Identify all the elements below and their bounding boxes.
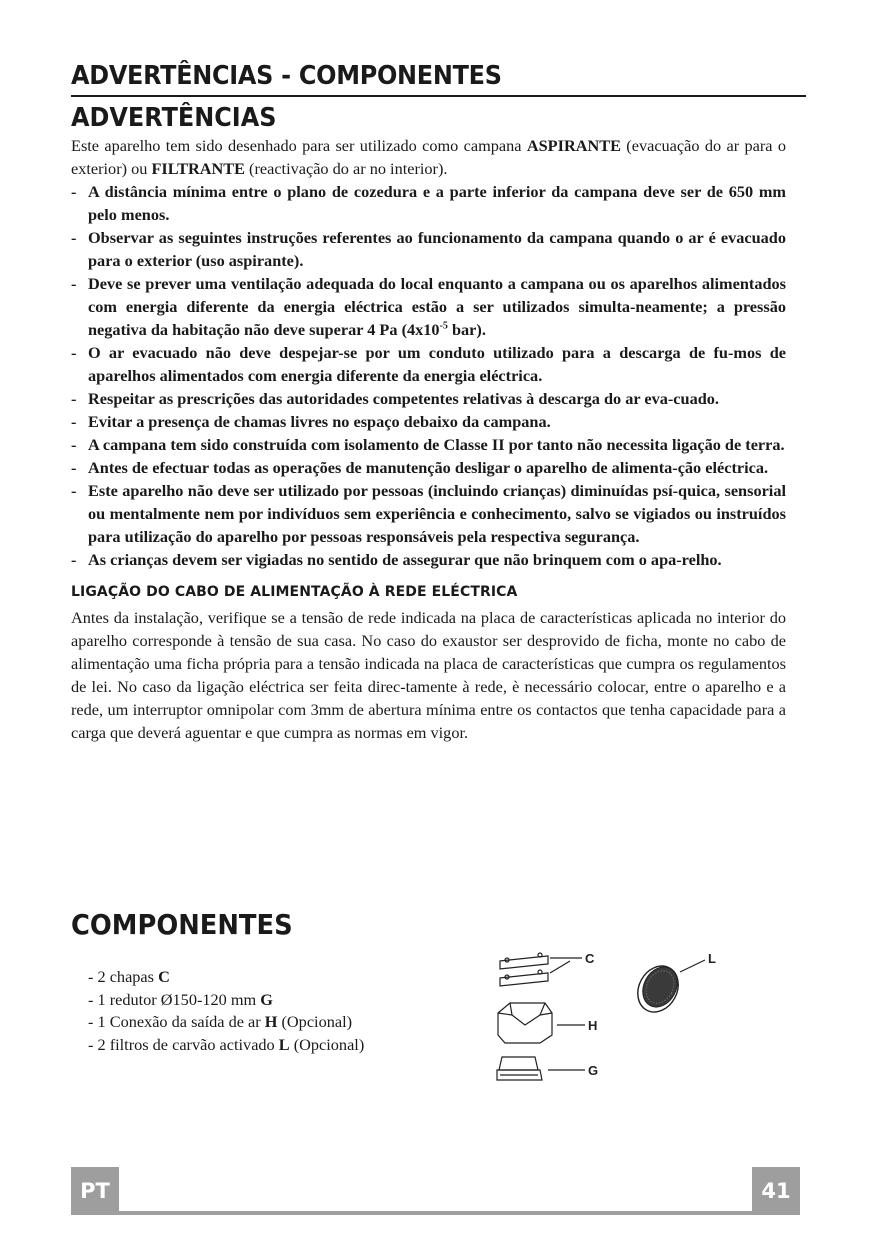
components-list <box>88 966 364 1056</box>
warning-item: - O ar evacuado não deve despejar-se por um conduto utilizado para a descarga de fu-mos de aparelhos alimentados com energia diferente da energia eléctrica. <box>71 341 786 387</box>
warning-item: - Antes de efectuar todas as operações de manutenção desligar o aparelho de alimenta-ção eléctrica. <box>71 456 786 479</box>
label-l: L <box>708 951 716 966</box>
label-g: G <box>588 1063 599 1078</box>
language-tab: PT <box>71 1167 119 1215</box>
title-rule <box>71 95 806 97</box>
warning-item: - Evitar a presença de chamas livres no espaço debaixo da campana. <box>71 410 786 433</box>
footer-bar <box>71 1211 800 1215</box>
warning-item: - Este aparelho não deve ser utilizado por pessoas (incluindo crianças) diminuídas psí-quica, sensorial ou mentalmente nem por indivíduos sem experiência e conhecimento, salvo se vigiados ou instruídos para utilização do aparelho por pessoas responsáveis pela respectiva segurança. <box>71 479 786 548</box>
warning-item: - A distância mínima entre o plano de cozedura e a parte inferior da campana deve ser de 650 mm pelo menos. <box>71 180 786 226</box>
reducer-g-illustration <box>497 1057 585 1080</box>
warning-item: - As crianças devem ser vigiadas no sentido de assegurar que não brinquem com o apa-relho. <box>71 548 786 571</box>
cable-heading: LIGAÇÃO DO CABO DE ALIMENTAÇÃO À REDE ELÉCTRICA <box>71 584 518 600</box>
warning-item: - Deve se prever uma ventilação adequada do local enquanto a campana ou os aparelhos alimentados com energia diferente da energia eléctrica estão a ser utilizados simulta-neamente; a pressão negativa da habitação não deve superar 4 Pa ($4x10^{-5}$ bar). <box>71 272 786 341</box>
warnings-heading: ADVERTÊNCIAS <box>71 103 277 133</box>
label-c: C <box>585 951 595 966</box>
component-item: - 1 redutor Ø150-120 mm G <box>88 989 273 1009</box>
components-figure <box>490 945 730 1090</box>
warning-item: - Observar as seguintes instruções referentes ao funcionamento da campana quando o ar é evacuado para o exterior (uso aspirante). <box>71 226 786 272</box>
label-h: H <box>588 1018 598 1033</box>
components-heading: COMPONENTES <box>71 908 293 941</box>
warning-item: - Respeitar as prescrições das autoridades competentes relativas à descarga do ar eva-cuado. <box>71 387 786 410</box>
warnings-section <box>71 98 786 744</box>
component-item: - 1 Conexão da saída de ar H (Opcional) <box>88 1012 353 1031</box>
connector-h-illustration <box>498 1003 585 1043</box>
component-item: - 2 filtros de carvão activado L (Opcional) <box>88 1034 365 1054</box>
page-number: 41 <box>752 1167 800 1215</box>
warning-item: - A campana tem sido construída com isolamento de Classe II por tanto não necessita ligação de terra. <box>71 433 786 456</box>
bracket-c-illustration <box>500 953 582 986</box>
intro-paragraph: Este aparelho tem sido desenhado para ser utilizado como campana ASPIRANTE (evacuação do ar para o exterior) ou FILTRANTE (reactivação do ar no interior). <box>71 136 786 178</box>
cable-paragraph: Antes da instalação, verifique se a tensão de rede indicada na placa de características aplicada no interior do aparelho corresponde à tensão de sua casa. No caso do exaustor ser desprovido de ficha, monte no cabo de alimentação uma ficha própria para a tensão indicada na placa de características que cumpra os regulamentos de lei. No caso da ligação eléctrica ser feita direc-tamente à rede, è necessário colocar, entre o aparelho e a rede, um interruptor omnipolar com 3mm de abertura mínima entre os contactos que tenha capacidade para a carga que deverá aguentar e que cumpra as normas em vigor. <box>71 608 786 742</box>
page-title: ADVERTÊNCIAS - COMPONENTES <box>71 61 502 91</box>
component-item: - 2 chapas C <box>88 967 170 986</box>
filter-l-illustration <box>630 959 705 1019</box>
warnings-list <box>71 180 786 571</box>
